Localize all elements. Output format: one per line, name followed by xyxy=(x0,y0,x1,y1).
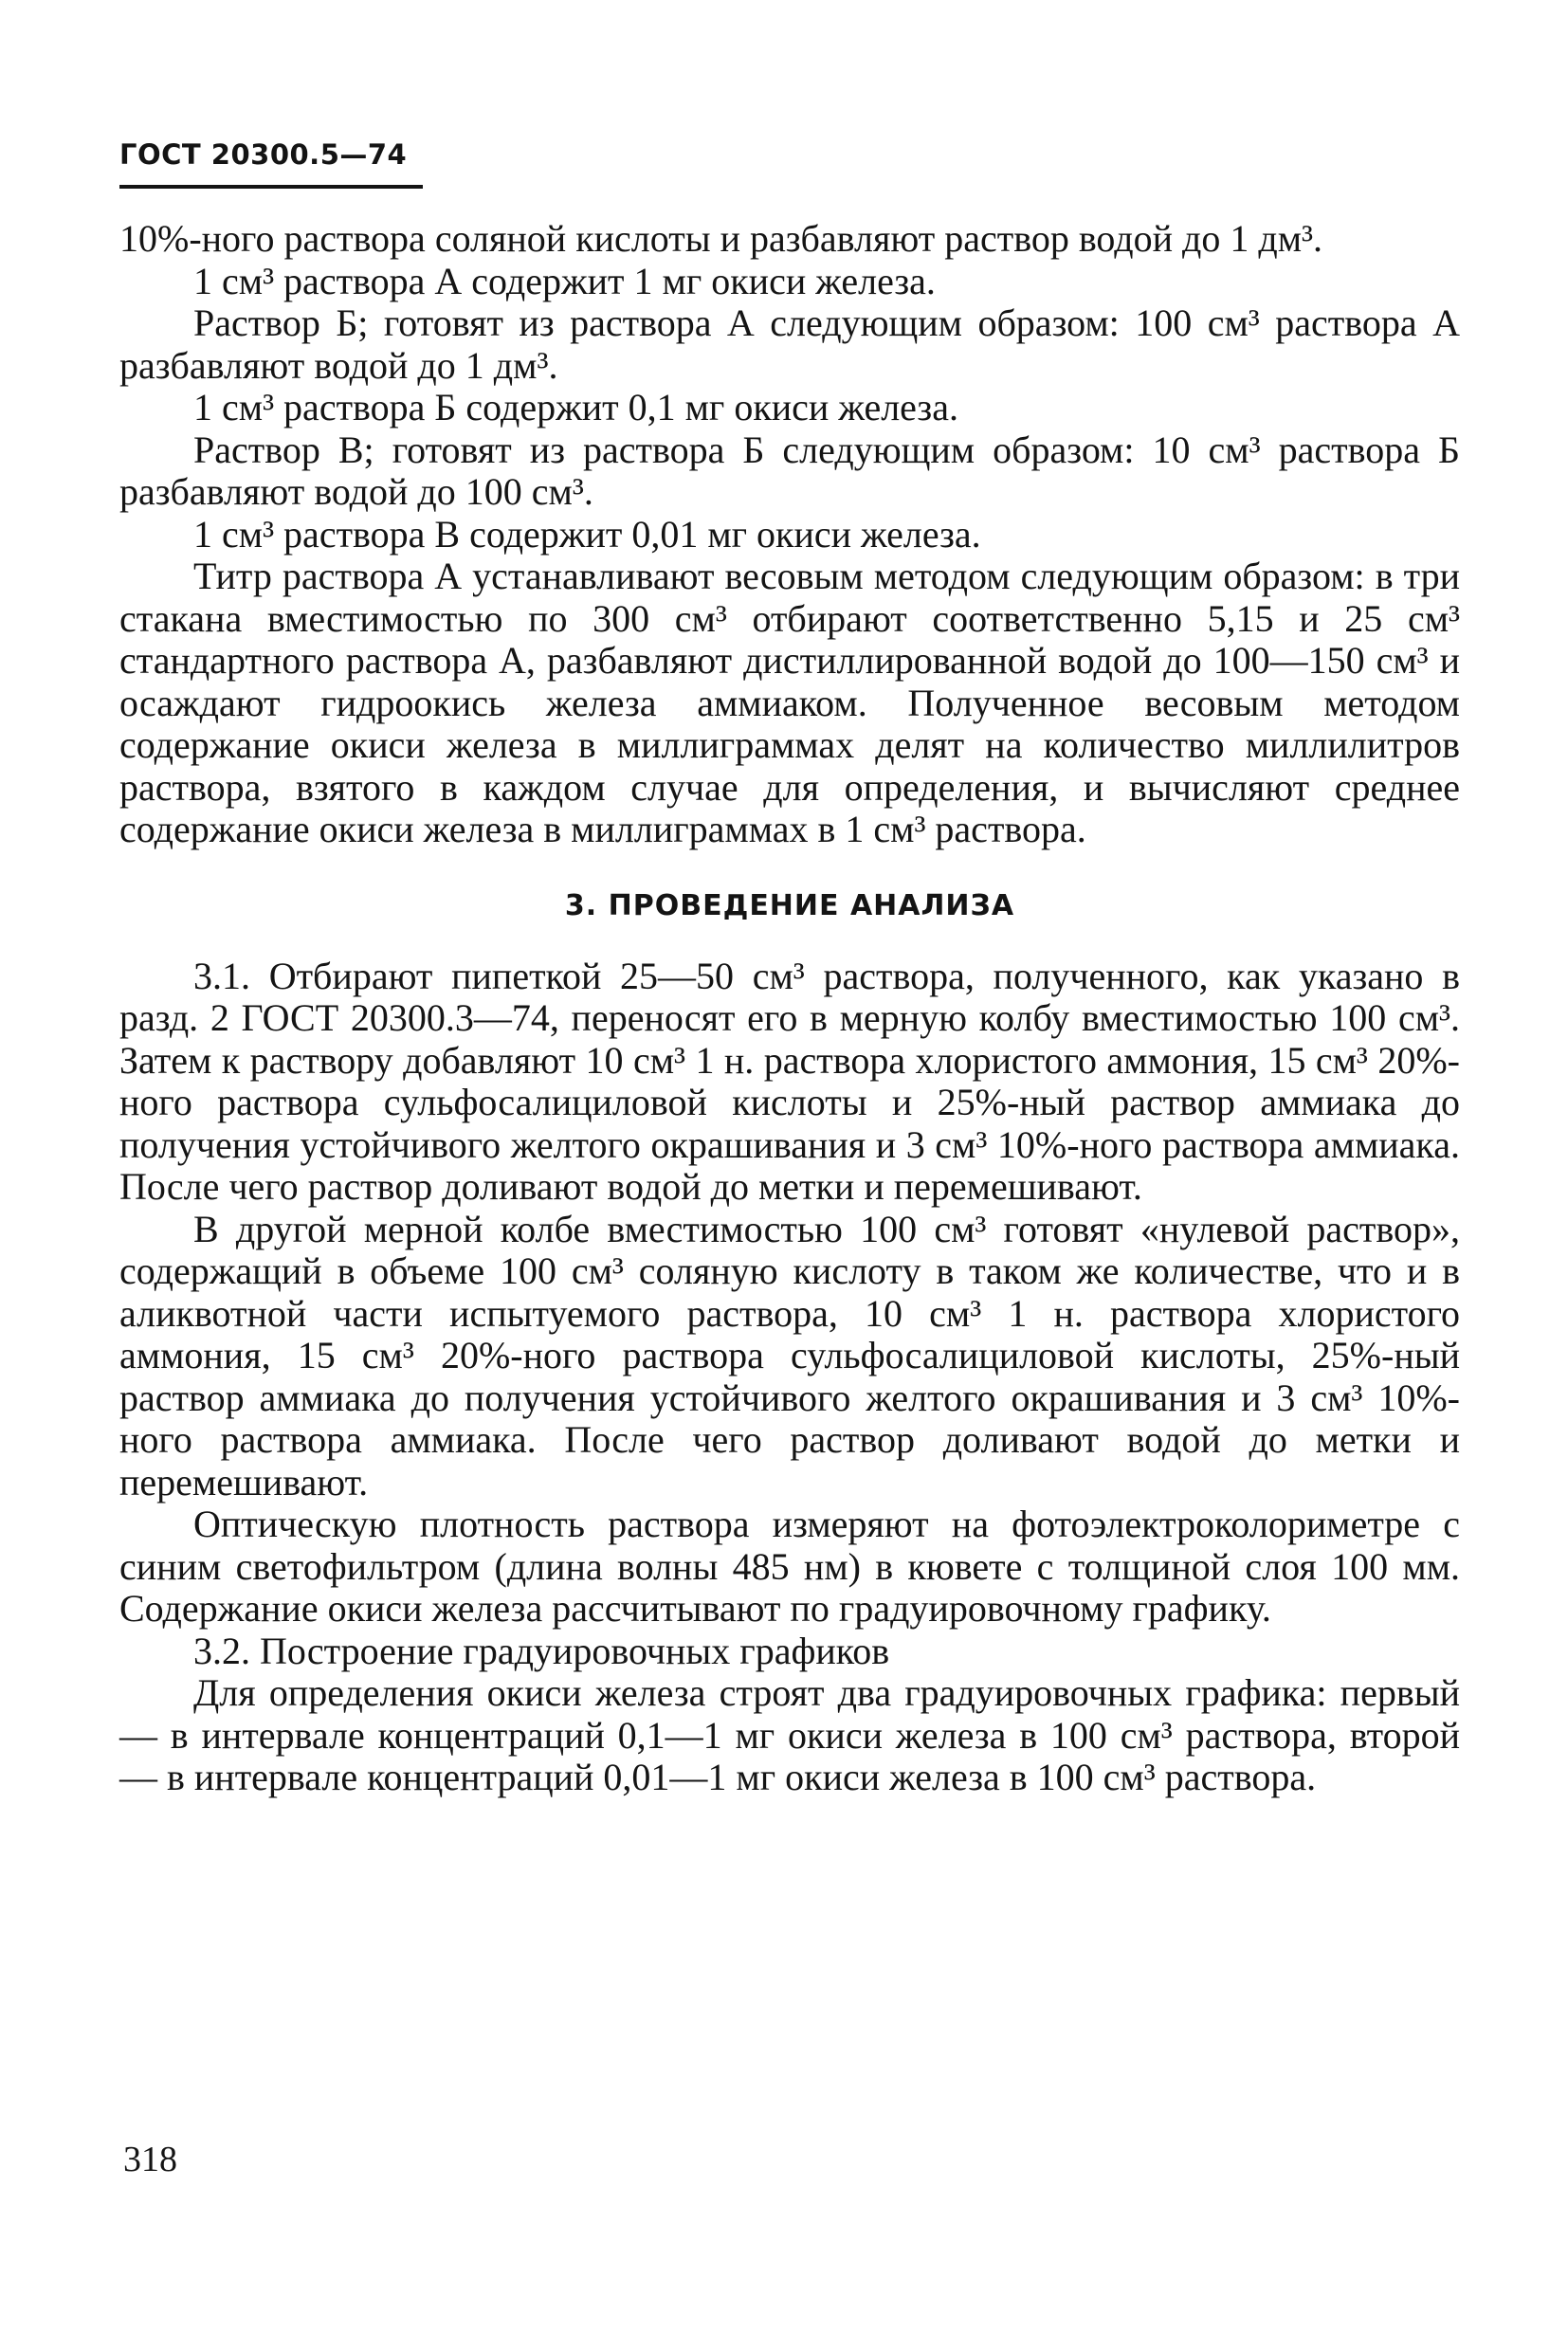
paragraph: Титр раствора А устанавливают весовым методом следующим образом: в три стакана вместимостью по 300 см³ отбирают соответственно 5,15 и 25 см³ стандартного раствора А, разбавляют дистиллированной водой до 100—150 см³ и осаждают гидроокись железа аммиаком. Полученное весовым методом содержание окиси железа в миллиграммах делят на количество миллилитров раствора, взятого в каждом случае для определения, и вычисляют среднее содержание окиси железа в миллиграммах в 1 см³ раствора. xyxy=(119,555,1460,850)
page-body xyxy=(119,218,1460,1799)
page-number: 318 xyxy=(123,2140,177,2179)
section-heading: 3. ПРОВЕДЕНИЕ АНАЛИЗА xyxy=(564,888,1015,922)
document-header: ГОСТ 20300.5—74 xyxy=(119,138,408,171)
paragraph: 1 см³ раствора А содержит 1 мг окиси железа. xyxy=(193,259,936,302)
paragraph: Оптическую плотность раствора измеряют на фотоэлектроколориметре с синим светофильтром (длина волны 485 нм) в кювете с толщиной слоя 100 мм. Содержание окиси железа рассчитывают по градуировочному графику. xyxy=(119,1503,1460,1630)
paragraph: Раствор Б; готовят из раствора А следующим образом: 100 см³ раствора А разбавляют водой до 1 дм³. xyxy=(119,301,1460,387)
paragraph: Для определения окиси железа строят два градуировочных графика: первый — в интервале концентраций 0,1—1 мг окиси железа в 100 см³ раствора, второй — в интервале концентраций 0,01—1 мг окиси железа в 100 см³ раствора. xyxy=(119,1671,1460,1798)
paragraph: Раствор В; готовят из раствора Б следующим образом: 10 см³ раствора Б разбавляют водой до 100 см³. xyxy=(119,428,1460,513)
paragraph: 1 см³ раствора В содержит 0,01 мг окиси железа. xyxy=(193,512,981,556)
header-rule xyxy=(119,185,423,189)
paragraph: В другой мерной колбе вместимостью 100 см³ готовят «нулевой раствор», содержащий в объеме 100 см³ соляную кислоту в таком же количестве, что и в аликвотной части испытуемого раствора, 10 см³ 1 н. раствора хлористого аммония, 15 см³ 20%-ного раствора сульфосалициловой кислоты, 25%-ный раствор аммиака до получения устойчивого желтого окрашивания и 3 см³ 10%-ного раствора аммиака. После чего раствор доливают водой до метки и перемешивают. xyxy=(119,1207,1460,1504)
paragraph: 10%-ного раствора соляной кислоты и разбавляют раствор водой до 1 дм³. xyxy=(119,217,1323,260)
subsection-title: 3.2. Построение градуировочных графиков xyxy=(193,1629,890,1672)
paragraph: 3.1. Отбирают пипеткой 25—50 см³ раствора, полученного, как указано в разд. 2 ГОСТ 20300.3—74, переносят его в мерную колбу вместимостью 100 см³. Затем к раствору добавляют 10 см³ 1 н. раствора хлористого аммония, 15 см³ 20%-ного раствора сульфосалициловой кислоты и 25%-ный раствор аммиака до получения устойчивого желтого окрашивания и 3 см³ 10%-ного раствора аммиака. После чего раствор доливают водой до метки и перемешивают. xyxy=(119,954,1460,1208)
paragraph: 1 см³ раствора Б содержит 0,1 мг окиси железа. xyxy=(193,386,958,428)
